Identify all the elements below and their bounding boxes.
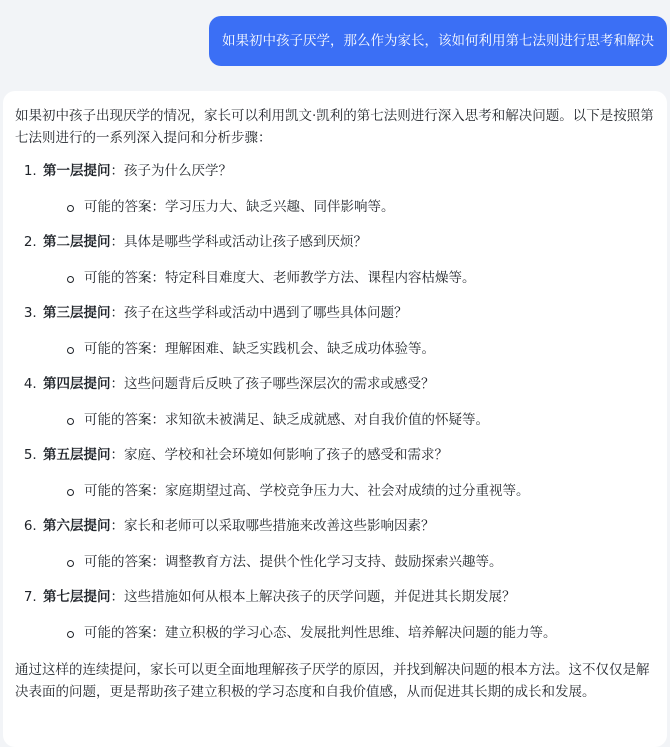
step-answer: 可能的答案：调整教育方法、提供个性化学习支持、鼓励探索兴趣等。 (67, 552, 654, 574)
response-intro: 如果初中孩子出现厌学的情况，家长可以利用凯文·凯利的第七法则进行深入思考和解决问题。以下是按照第七法则进行的一系列深入提问和分析步骤： (15, 108, 654, 146)
step-answer: 可能的答案：建立积极的学习心态、发展批判性思维、培养解决问题的能力等。 (67, 623, 654, 645)
step-title: 第二层提问 (43, 234, 111, 250)
step-title: 第三层提问 (43, 305, 111, 321)
step-item-2 (41, 232, 654, 289)
step-item-6 (41, 516, 654, 573)
step-answer: 可能的答案：家庭期望过高、学校竞争压力大、社会对成绩的过分重视等。 (67, 481, 654, 503)
step-item-3 (41, 303, 654, 360)
step-question: ：这些问题背后反映了孩子哪些深层次的需求或感受？ (110, 376, 435, 392)
step-item-4 (41, 374, 654, 431)
step-question: ：这些措施如何从根本上解决孩子的厌学问题，并促进其长期发展？ (110, 589, 516, 605)
step-title: 第六层提问 (43, 518, 111, 534)
step-list (15, 161, 654, 644)
response-outro: 通过这样的连续提问，家长可以更全面地理解孩子厌学的原因，并找到解决问题的根本方法。这不仅仅是解决表面的问题，更是帮助孩子建立积极的学习态度和自我价值感，从而促进其长期的成长和发展。 (15, 662, 650, 700)
step-answer: 可能的答案：理解困难、缺乏实践机会、缺乏成功体验等。 (67, 339, 654, 361)
step-item-5 (41, 445, 654, 502)
step-item-1 (41, 161, 654, 218)
user-message-row (0, 16, 667, 66)
step-question: ：家长和老师可以采取哪些措施来改善这些影响因素？ (110, 518, 435, 534)
step-question: ：孩子为什么厌学？ (110, 163, 232, 179)
step-title: 第四层提问 (43, 376, 111, 392)
step-answer: 可能的答案：特定科目难度大、老师教学方法、课程内容枯燥等。 (67, 268, 654, 290)
step-item-7 (41, 587, 654, 644)
step-question: ：家庭、学校和社会环境如何影响了孩子的感受和需求？ (110, 447, 448, 463)
step-title: 第一层提问 (43, 163, 111, 179)
assistant-response-card (3, 91, 667, 747)
step-question: ：具体是哪些学科或活动让孩子感到厌烦？ (110, 234, 367, 250)
step-answer: 可能的答案：学习压力大、缺乏兴趣、同伴影响等。 (67, 197, 654, 219)
step-title: 第五层提问 (43, 447, 111, 463)
user-message-bubble: 如果初中孩子厌学，那么作为家长，该如何利用第七法则进行思考和解决 (209, 16, 667, 66)
step-title: 第七层提问 (43, 589, 111, 605)
step-answer: 可能的答案：求知欲未被满足、缺乏成就感、对自我价值的怀疑等。 (67, 410, 654, 432)
step-question: ：孩子在这些学科或活动中遇到了哪些具体问题？ (110, 305, 408, 321)
